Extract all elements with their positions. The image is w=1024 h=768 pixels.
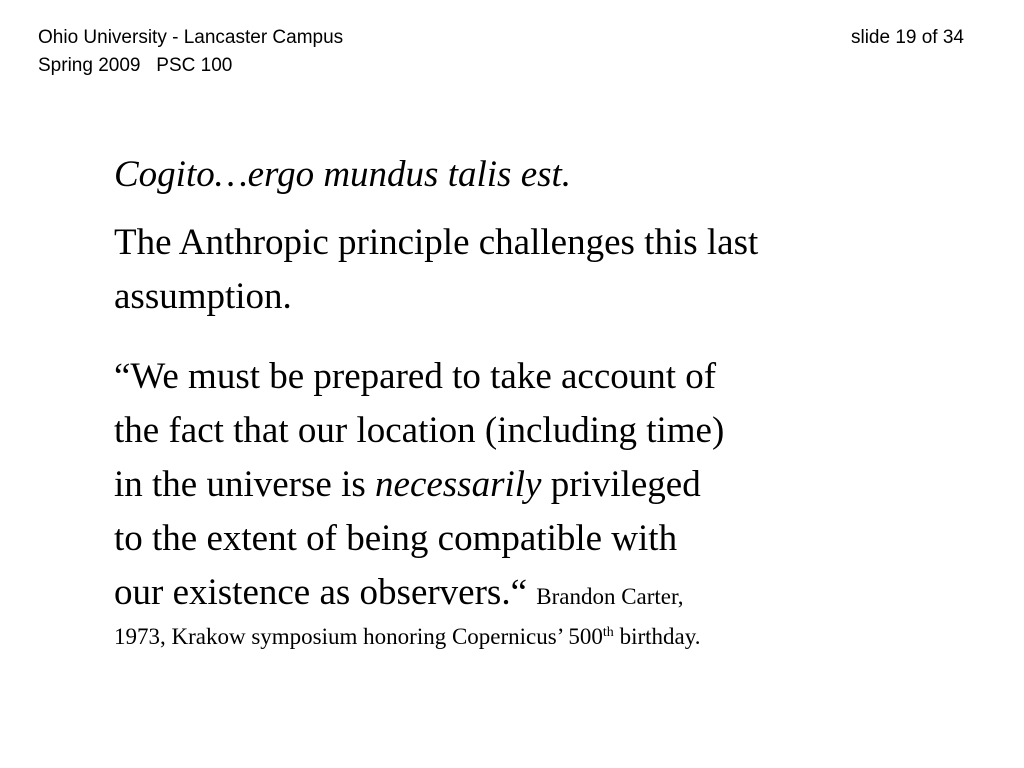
header-top-row <box>38 24 964 52</box>
citation-end: birthday. <box>613 624 701 649</box>
citation-superscript: th <box>602 625 614 640</box>
statement-line-1: The Anthropic principle challenges this last <box>114 222 759 263</box>
slide-counter: slide 19 of 34 <box>850 27 964 48</box>
quote-line-3-end: privileged <box>541 464 701 505</box>
quote-line-5 <box>114 566 934 620</box>
slide-body <box>114 148 934 654</box>
quote-emphasis: necessarily <box>375 464 542 505</box>
quote-line-4: to the extent of being compatible with <box>114 518 678 559</box>
course-label: Spring 2009 PSC 100 <box>38 55 233 76</box>
institution-label: Ohio University - Lancaster Campus <box>38 27 344 48</box>
quote-line-3 <box>114 458 934 512</box>
quote-line-5-text: our existence as observers.“ <box>114 572 527 613</box>
citation-line <box>114 620 934 654</box>
slide-header <box>38 24 964 80</box>
statement-line-2: assumption. <box>114 276 292 317</box>
header-bottom-row <box>38 52 964 80</box>
citation-author: Brandon Carter, <box>536 584 684 609</box>
carter-quote <box>114 350 934 654</box>
quote-line-2: the fact that our location (including time) <box>114 410 725 451</box>
latin-motto: Cogito…ergo mundus talis est. <box>114 154 572 195</box>
quote-line-3-start: in the universe is <box>114 464 376 505</box>
quote-line-1: “We must be prepared to take account of <box>114 356 717 397</box>
citation-text: 1973, Krakow symposium honoring Copernicus’ 500 <box>114 624 603 649</box>
anthropic-statement <box>114 216 934 324</box>
